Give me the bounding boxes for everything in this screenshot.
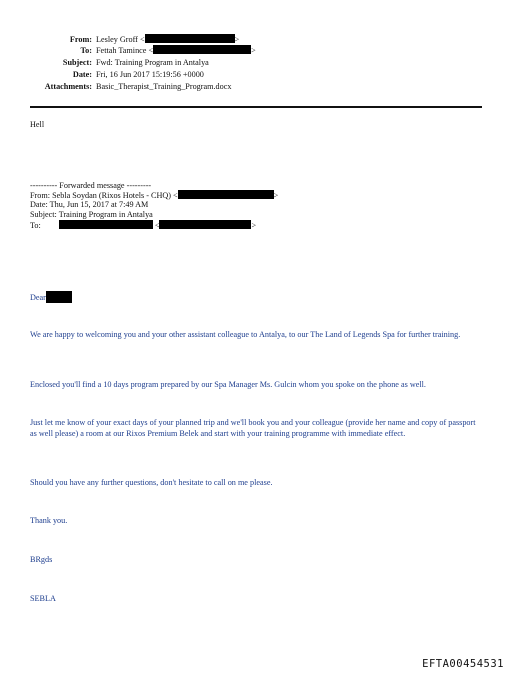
redaction-bar — [153, 45, 251, 54]
body-paragraph-2: Enclosed you'll find a 10 days program prepared by our Spa Manager Ms. Gulcin whom you spoke on the phone as well. — [30, 380, 426, 389]
to-label: To: — [80, 46, 92, 55]
from-label: From: — [69, 35, 92, 44]
forwarded-divider: ---------- Forwarded message --------- — [30, 181, 152, 190]
redaction-bar — [59, 220, 153, 229]
body-dear — [30, 291, 480, 304]
redaction-bar — [145, 34, 235, 43]
forwarded-from-tail: > — [273, 191, 279, 200]
forwarded-from-text: From: Sebla Soydan (Rixos Hotels - CHQ) < — [30, 191, 178, 200]
date-value: Fri, 16 Jun 2017 15:19:56 +0000 — [96, 70, 204, 79]
dear-text: Dear — [30, 293, 46, 302]
to-value-wrap — [96, 45, 256, 56]
from-tail: > — [234, 35, 240, 44]
redaction-bar — [159, 220, 251, 229]
attachments-label: Attachments: — [44, 82, 92, 91]
body-thanks: Thank you. — [30, 516, 68, 525]
from-value-wrap — [96, 34, 239, 45]
redaction-bar — [46, 291, 72, 303]
body-signature: SEBLA — [30, 594, 56, 603]
to-value: Fettah Tamince < — [96, 46, 154, 55]
body-paragraph-4: Should you have any further questions, don't hesitate to call on me please. — [30, 478, 273, 487]
forwarded-to — [30, 220, 256, 231]
subject-value: Fwd: Training Program in Antalya — [96, 58, 209, 67]
forwarded-to-mid: < — [154, 221, 160, 230]
forwarded-subject: Subject: Training Program in Antalya — [30, 210, 153, 219]
from-value: Lesley Groff < — [96, 35, 145, 44]
header-divider — [30, 106, 482, 108]
body-regards: BRgds — [30, 555, 53, 564]
attachments-value[interactable]: Basic_Therapist_Training_Program.docx — [96, 82, 232, 91]
forwarded-date: Date: Thu, Jun 15, 2017 at 7:49 AM — [30, 200, 149, 209]
greeting: Hell — [30, 120, 45, 129]
body-paragraph-3: Just let me know of your exact days of your planned trip and we'll book you and your colleague (provide her name and copy of passport as well please) a room at our Rixos Premium Belek and start with your training programme with immediate effect. — [30, 418, 476, 438]
document-id: EFTA00454531 — [422, 658, 504, 670]
to-tail: > — [251, 46, 256, 55]
date-label: Date: — [72, 70, 92, 79]
forwarded-to-tail: > — [251, 221, 257, 230]
body-paragraph-1: We are happy to welcoming you and your other assistant colleague to Antalya, to our The Land of Legends Spa for further training. — [30, 330, 461, 339]
forwarded-to-label: To: — [30, 221, 41, 230]
redaction-bar — [178, 190, 274, 199]
subject-label: Subject: — [62, 58, 92, 67]
